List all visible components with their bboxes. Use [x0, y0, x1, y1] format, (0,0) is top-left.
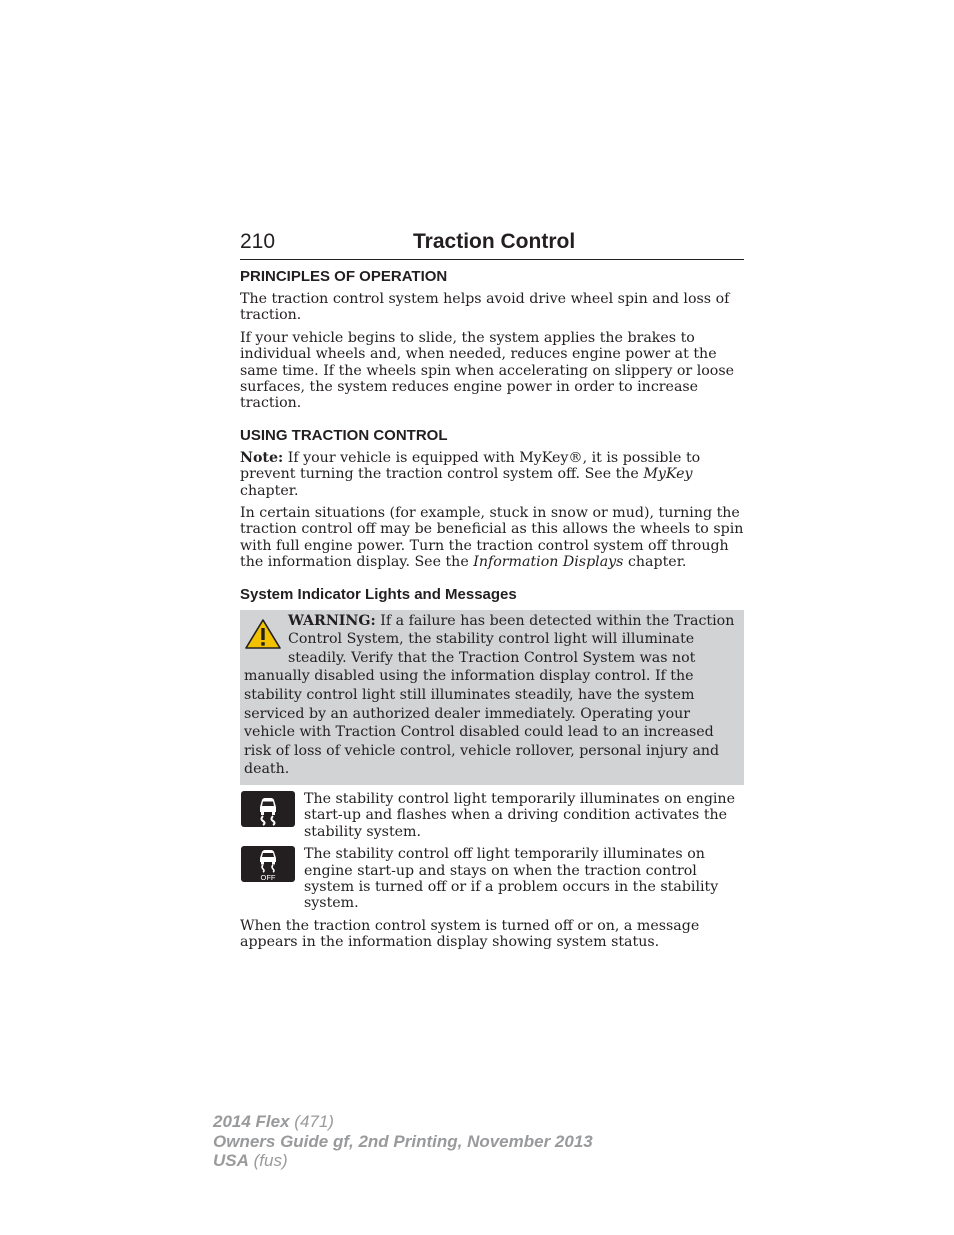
section-heading-principles: PRINCIPLES OF OPERATION — [240, 268, 448, 285]
page-content — [240, 267, 744, 957]
footer-region-code: (fus) — [248, 1151, 288, 1170]
warning-label: WARNING: — [288, 612, 376, 629]
information-displays-reference: Information Displays — [473, 554, 624, 571]
warning-box — [240, 610, 744, 785]
stability-control-description: The stability control light temporarily illuminates on engine start-up and flashes when a driving condition activates the stability system. — [304, 791, 735, 840]
warning-triangle-icon — [244, 618, 282, 650]
note-text: chapter. — [240, 482, 299, 499]
page-footer — [213, 1112, 593, 1171]
page-number: 210 — [240, 230, 276, 253]
indicator-stability-off — [240, 846, 744, 912]
stability-control-icon — [241, 791, 295, 827]
indicator-stability — [240, 791, 744, 840]
warning-text: If a failure has been detected within the Traction Control System, the stability control light will illuminate steadily. Verify that the Traction Control System was not manually disabled using the information display control. If the stability control light still illuminates steadily, have the system serviced by an authorized dealer immediately. Operating your vehicle with Traction Control disabled could lead to an increased risk of loss of vehicle control, vehicle rollover, personal injury and death. — [244, 612, 735, 778]
paragraph — [240, 505, 744, 571]
off-icon-label: OFF — [260, 873, 276, 883]
footer-model: 2014 Flex — [213, 1112, 290, 1131]
section-heading-using: USING TRACTION CONTROL — [240, 426, 448, 444]
stability-control-off-icon — [241, 846, 295, 882]
footer-line-1 — [213, 1112, 593, 1132]
chapter-title: Traction Control — [413, 230, 576, 253]
note-paragraph — [240, 450, 744, 499]
footer-line-3 — [213, 1151, 593, 1171]
paragraph: If your vehicle begins to slide, the system applies the brakes to individual wheels and, when needed, reduces engine power at the same time. If the wheels spin when accelerating on slippery or loose surfaces, the system reduces engine power in order to increase traction. — [240, 329, 735, 412]
closing-paragraph: When the traction control system is turned off or on, a message appears in the information display showing system status. — [240, 917, 700, 951]
note-label: Note: — [240, 449, 284, 466]
paragraph-text: In certain situations (for example, stuck in snow or mud), turning the traction control off may be beneficial as this allows the wheels to spin with full engine power. Turn the traction control system off through the information display. See the — [240, 505, 744, 571]
footer-region: USA — [213, 1151, 249, 1170]
note-text: If your vehicle is equipped with MyKey®, it is possible to prevent turning the traction control system off. See the — [240, 449, 701, 483]
paragraph-text: chapter. — [623, 554, 687, 571]
footer-model-code: (471) — [289, 1112, 334, 1131]
footer-line-2: Owners Guide gf, 2nd Printing, November 2013 — [213, 1131, 593, 1151]
page-header — [240, 228, 744, 260]
stability-control-off-description: The stability control off light temporarily illuminates on engine start-up and stays on when the traction control system is turned off or if a problem occurs in the stability system. — [304, 846, 719, 912]
mykey-reference: MyKey — [643, 466, 693, 483]
paragraph: The traction control system helps avoid drive wheel spin and loss of traction. — [240, 291, 730, 324]
section-heading-indicators: System Indicator Lights and Messages — [240, 585, 517, 603]
